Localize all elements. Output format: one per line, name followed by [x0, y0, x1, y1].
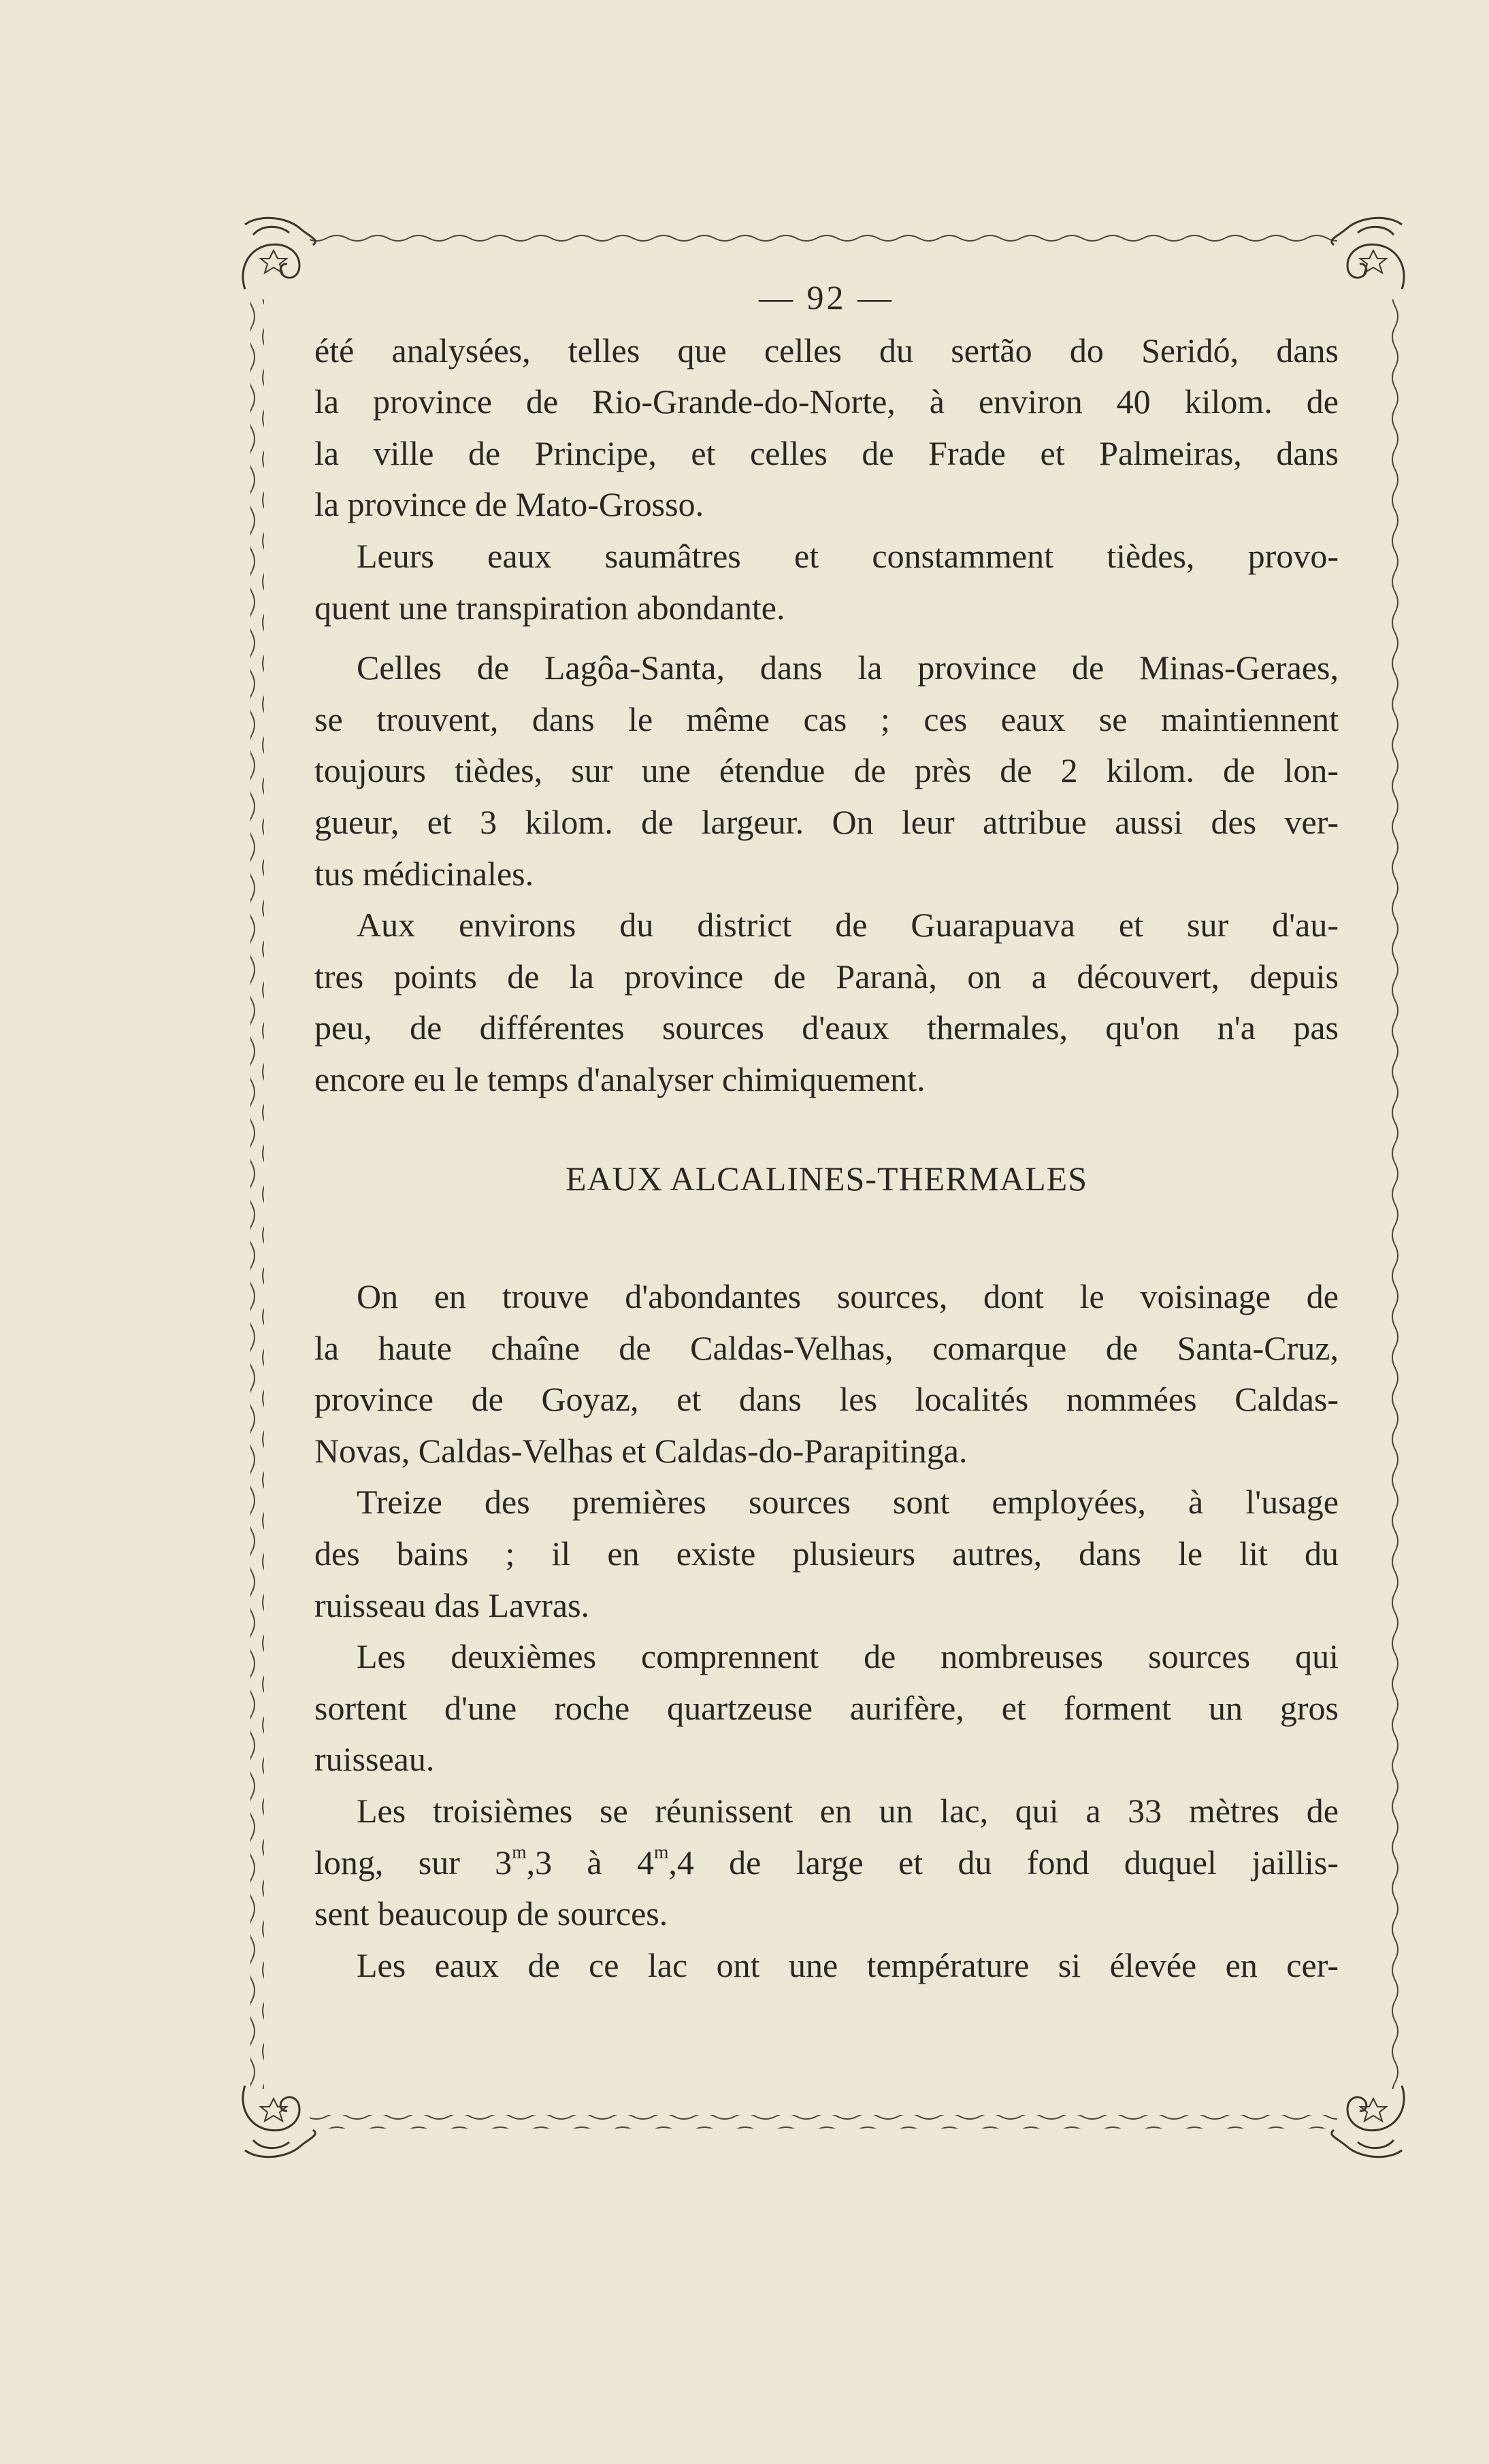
paragraph — [314, 642, 1339, 900]
text-line: la ville de Principe, et celles de Frade et Palmeiras, dans — [314, 433, 1339, 472]
section-heading: EAUX ALCALINES-THERMALES — [565, 1159, 1088, 1198]
paragraph — [314, 325, 1339, 531]
corner-ornament-bottom-right-icon — [1332, 2086, 1404, 2157]
text-line: peu, de différentes sources d'eaux thermales, qu'on n'a pas — [314, 1008, 1339, 1047]
text-line: Les deuxièmes comprennent de nombreuses sources qui — [357, 1637, 1339, 1676]
top-wavy-rule — [310, 229, 1337, 242]
text-fragment: long, sur 3 — [314, 1843, 512, 1882]
text-fragment: ,3 à 4 — [526, 1843, 654, 1882]
paragraph — [314, 1940, 1339, 1992]
paragraph — [314, 1786, 1339, 1940]
paragraph — [314, 531, 1339, 634]
text-line: des bains ; il en existe plusieurs autres, dans le lit du — [314, 1534, 1339, 1573]
text-line: Celles de Lagôa-Santa, dans la province de Minas-Geraes, — [357, 648, 1339, 687]
superscript-unit: m — [512, 1841, 527, 1862]
paragraph-spacer — [314, 634, 1339, 642]
text-line: sortent d'une roche quartzeuse aurifère, et forment un gros — [314, 1688, 1339, 1727]
text-line: Leurs eaux saumâtres et constamment tièdes, provo- — [357, 536, 1339, 575]
paragraph — [314, 1631, 1339, 1786]
text-line: se trouvent, dans le même cas ; ces eaux se maintiennent — [314, 700, 1339, 738]
right-wavy-rule — [1385, 299, 1398, 2089]
corner-ornament-top-left-icon — [243, 218, 315, 289]
page-number: — 92 — — [759, 278, 894, 316]
paragraph — [314, 900, 1339, 1105]
text-line: ruisseau. — [314, 1740, 435, 1779]
text-line-with-superscripts — [314, 1837, 1339, 1889]
text-line: tus médicinales. — [314, 854, 534, 893]
text-line: la province de Rio-Grande-do-Norte, à environ 40 kilom. de — [314, 382, 1339, 421]
text-line: tres points de la province de Paranà, on a découvert, depuis — [314, 957, 1339, 996]
text-line: Les eaux de ce lac ont une température si élevée en cer- — [357, 1945, 1339, 1984]
text-line: encore eu le temps d'analyser chimiquement. — [314, 1059, 926, 1098]
text-block — [314, 272, 1339, 1991]
paragraph — [314, 1271, 1339, 1477]
text-line: Treize des premières sources sont employées, à l'usage — [357, 1483, 1339, 1522]
text-line: On en trouve d'abondantes sources, dont le voisinage de — [357, 1277, 1339, 1316]
corner-ornament-top-right-icon — [1332, 218, 1404, 289]
text-line: sent beaucoup de sources. — [314, 1894, 668, 1933]
text-line: quent une transpiration abondante. — [314, 588, 785, 627]
text-fragment: ,4 de large et du fond duquel jaillis- — [668, 1843, 1339, 1882]
bottom-wavy-rule — [310, 2115, 1337, 2129]
left-wavy-rule — [250, 299, 264, 2089]
text-line: Aux environs du district de Guarapuava et sur d'au- — [357, 906, 1339, 944]
text-line: Novas, Caldas-Velhas et Caldas-do-Parapitinga. — [314, 1431, 968, 1470]
text-line: ruisseau das Lavras. — [314, 1586, 590, 1624]
text-line: été analysées, telles que celles du sertão do Seridó, dans — [314, 331, 1339, 369]
text-line: la province de Mato-Grosso. — [314, 485, 704, 524]
text-line: gueur, et 3 kilom. de largeur. On leur attribue aussi des ver- — [314, 802, 1339, 841]
corner-ornament-bottom-left-icon — [243, 2086, 315, 2157]
text-line: province de Goyaz, et dans les localités nommées Caldas- — [314, 1380, 1339, 1419]
text-line: la haute chaîne de Caldas-Velhas, comarque de Santa-Cruz, — [314, 1328, 1339, 1367]
text-line: Les troisièmes se réunissent en un lac, qui a 33 mètres de — [357, 1792, 1339, 1830]
text-line: toujours tièdes, sur une étendue de près de 2 kilom. de lon- — [314, 751, 1339, 790]
superscript-unit: m — [653, 1841, 669, 1862]
paragraph — [314, 1477, 1339, 1631]
